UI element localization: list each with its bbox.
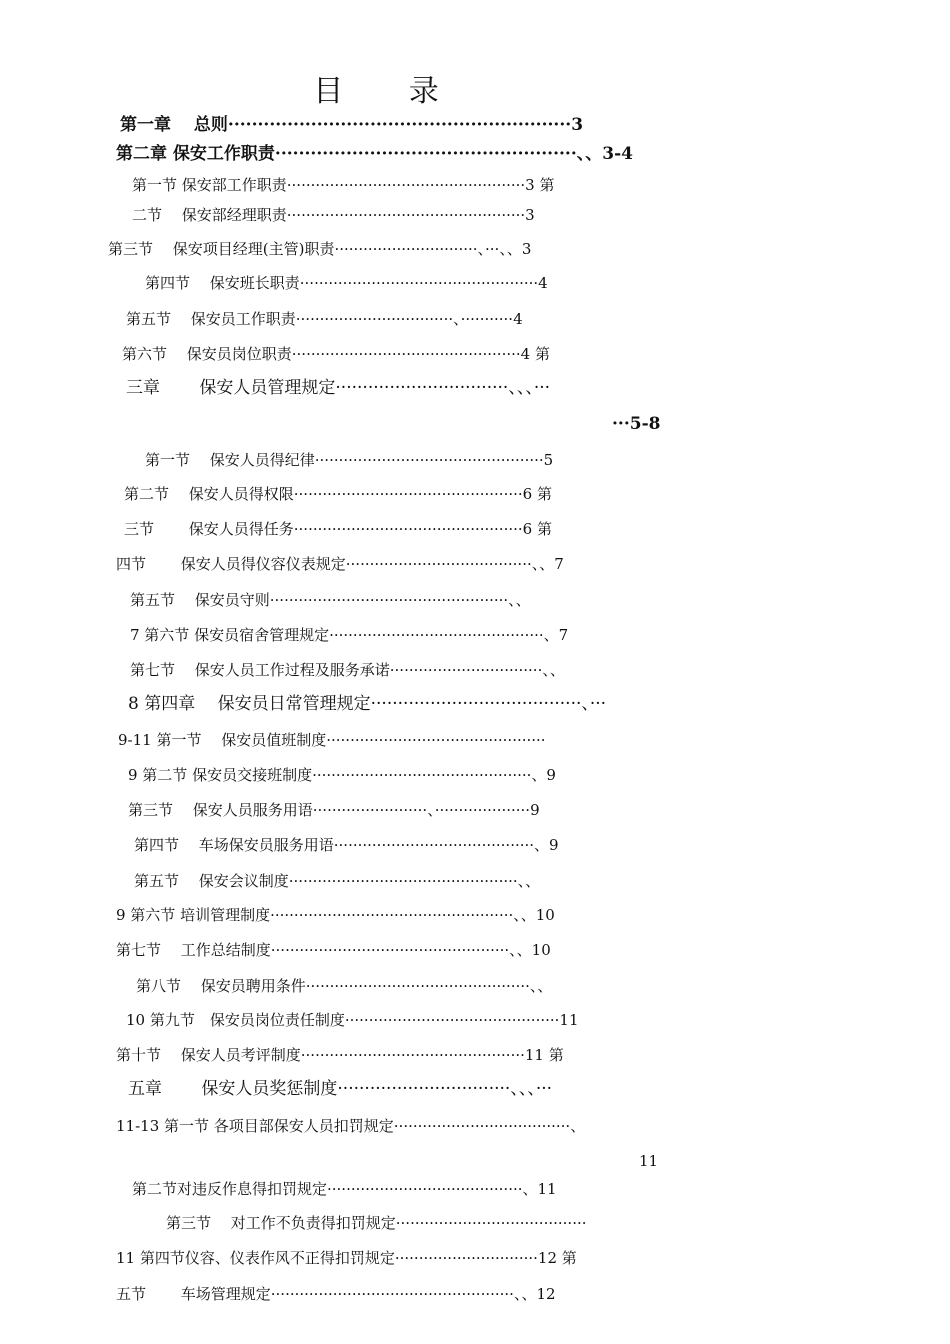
toc-line: 11-13 第一节 各项目部保安人员扣罚规定·····································、 <box>116 1117 586 1135</box>
toc-line: ···5-8 <box>612 414 661 434</box>
toc-line: 四节 保安人员得仪容仪表规定·······································、、7 <box>116 555 564 573</box>
toc-line: 9 第六节 培训管理制度···················································、、10 <box>116 906 555 924</box>
toc-line: 第七节 保安人员工作过程及服务承诺································、、 <box>130 661 565 679</box>
toc-line: 第七节 工作总结制度··················································、、10 <box>116 941 551 959</box>
toc-line: 11 第四节仪容、仪表作风不正得扣罚规定······························12 第 <box>116 1249 577 1267</box>
toc-line: 二节 保安部经理职责··················································3 <box>132 206 535 224</box>
toc-line: 第三节 保安人员服务用语························、····················9 <box>128 801 540 819</box>
toc-line: 三节 保安人员得任务················································6 第 <box>124 520 552 538</box>
toc-line: 第一节 保安部工作职责··················································3 第 <box>132 176 555 194</box>
toc-line: 第十节 保安人员考评制度···············································11 第 <box>116 1046 564 1064</box>
toc-line: 第五节 保安员工作职责·································、···········4 <box>126 310 523 328</box>
toc-line: 9-11 第一节 保安员值班制度·············································· <box>118 731 546 749</box>
toc-line: 第二章 保安工作职责···················································、、3-4 <box>116 144 633 164</box>
toc-line: 第一节 保安人员得纪律················································5 <box>145 451 554 469</box>
document-title: 目 录 <box>313 74 467 109</box>
toc-line: 五章 保安人员奖惩制度································、、、··· <box>128 1079 553 1099</box>
toc-line: 8 第四章 保安员日常管理规定·······································、··· <box>128 694 607 714</box>
toc-line: 第八节 保安员聘用条件···············································、、 <box>136 977 553 995</box>
toc-line: 10 第九节 保安员岗位责任制度·············································11 <box>126 1011 579 1029</box>
toc-line: 第四节 保安班长职责··················································4 <box>145 274 548 292</box>
toc-line: 第一章 总则··························································3 <box>120 115 584 135</box>
toc-line: 第五节 保安会议制度················································、、 <box>134 872 541 890</box>
toc-line: 9 第二节 保安员交接班制度··············································、9 <box>128 766 556 784</box>
toc-line: 第二节 保安人员得权限················································6 第 <box>124 485 552 503</box>
toc-line: 第三节 保安项目经理(主管)职责······························、···、、3 <box>108 240 532 258</box>
toc-line: 11 <box>639 1152 659 1170</box>
toc-line: 第五节 保安员守则··················································、、 <box>130 591 531 609</box>
toc-line: 第二节对违反作息得扣罚规定·········································、11 <box>132 1180 557 1198</box>
toc-line: 第四节 车场保安员服务用语··········································、9 <box>134 836 559 854</box>
toc-line: 第六节 保安员岗位职责················································4 第 <box>122 345 550 363</box>
toc-line: 三章 保安人员管理规定································、、、··· <box>126 378 551 398</box>
toc-line: 五节 车场管理规定···················································、、12 <box>116 1285 556 1303</box>
toc-line: 第三节 对工作不负责得扣罚规定········································ <box>166 1214 587 1232</box>
toc-line: 7 第六节 保安员宿舍管理规定·············································、7 <box>130 626 569 644</box>
